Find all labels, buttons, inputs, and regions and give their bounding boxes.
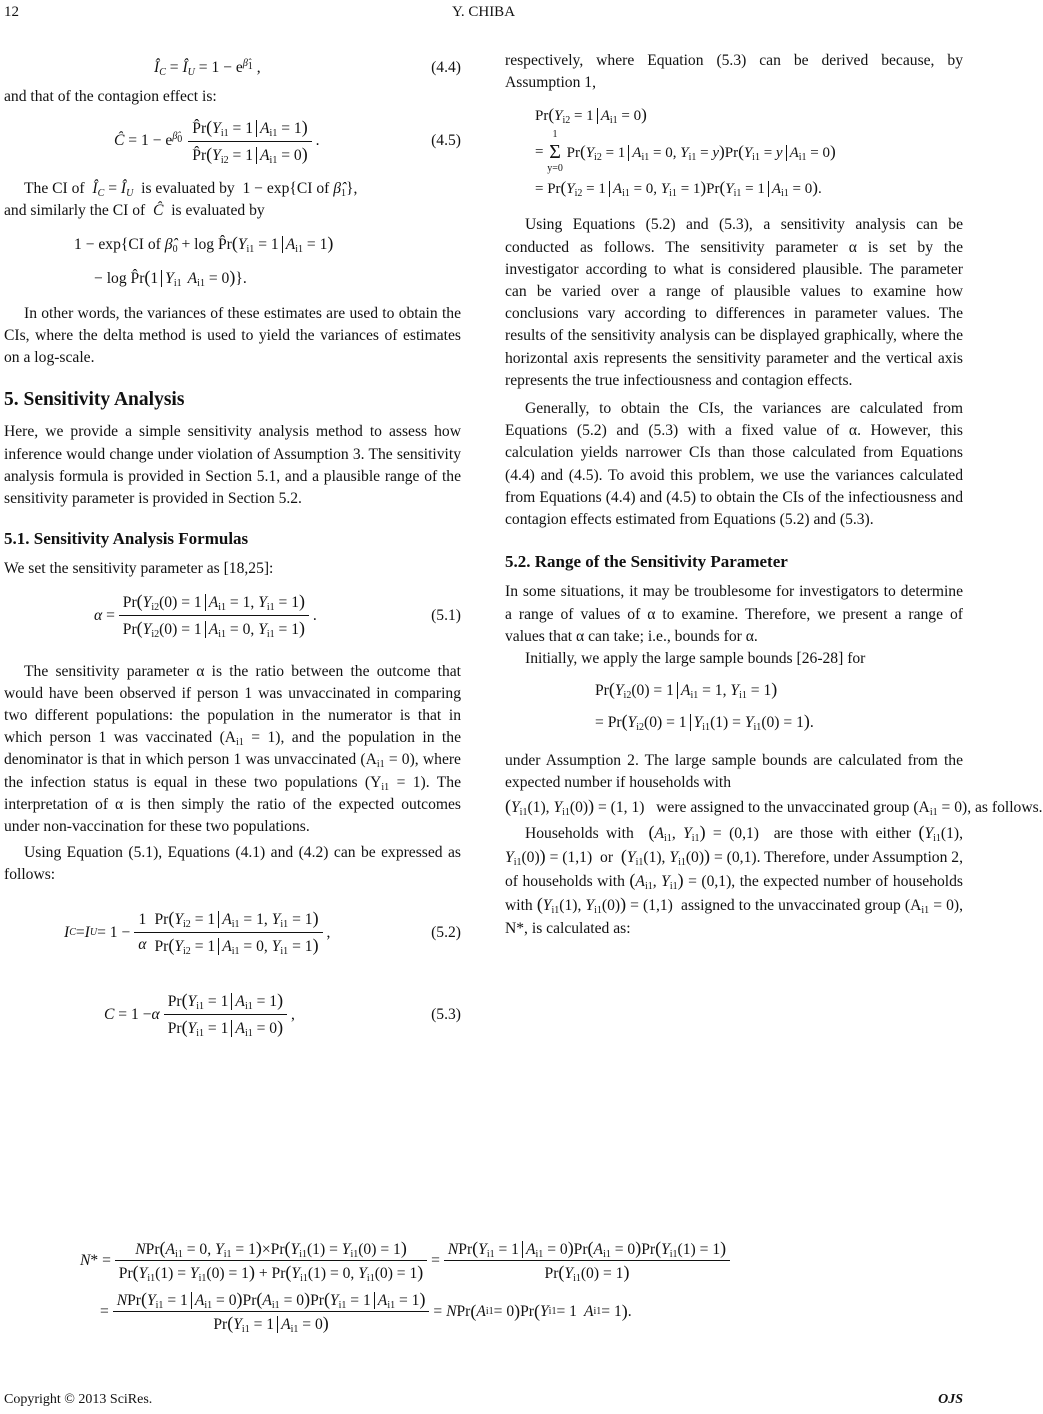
eq-number: (5.2) [431,923,461,941]
paragraph: respectively, where Equation (5.3) can be derived because, by Assumption 1, [505,52,963,92]
paragraph: In some situations, it may be troublesome for investigators to determine a range of values of α to examine. Therefore, we present a range of values that α can take; i.e., bounds for α. [505,583,963,645]
copyright-notice: Copyright © 2013 SciRes. [4,1392,153,1407]
eq-number: (4.5) [431,132,461,150]
running-author: Y. CHIBA [451,4,516,20]
paragraph: Initially, we apply the large sample bounds [26-28] for [525,650,866,668]
paragraph: Generally, to obtain the CIs, the variances are calculated from Equations (5.2) and (5.3) with a fixed value of α. However, this calculation yields narrower CIs than those calculated from Equations (4.4) and (4.5). To avoid this problem, we use the variances calculated from Equations (4.4) and (4.5) to obtain the CIs of the infectiousness and contagion effects estimated from Equations (5.2) and (5.3). [505,400,963,529]
eq-number: (5.3) [431,1005,461,1023]
paragraph: In other words, the variances of these estimates are used to obtain the CIs, where the delta method is used to yield the variances of estimates on a log-scale. [4,304,461,367]
equation-n-star: N * = $\frac{NPr(A_{i1} = 0, Y_{i1} = 1)\times Pr(Y_{i1}(1) = Y_{i1}(0) = 1)}{Pr(Y_{i1}(1) = Y_{i1}(0) = 1) + Pr(Y_{i1}(1) = 0, Y_{i1}(0) = 1)}$ = $\frac{NPr(Y_{i1} = 1 A_{i1} = 0)Pr(A_{i1} = 0)Pr(Y_{i1}(1) = 1)}{Pr(Y_{i1}(0) = 1)}$ = $\frac{NPr(Y_{i1} = 1 A_{i1} = 0)Pr(A_{i1} = 0)Pr(Y_{i1} = 1 A_{i1} = 1)}{Pr(Y_{i1} = 1 A_{i1} = 0)}$ = N Pr ( A i1 = 0 ) Pr ( Y i1 = 1 A i1 = 1 ) . [0,1238,967,1334]
paragraph: under Assumption 2. The large sample bounds are calculated from the expected number if households with ($Y_{i1}(1)$, $Y_{i1}(0)) = (1$, 1) were assigned to the unvaccinated group $(A_{i1} = 0)$, as follows. [505,752,1043,818]
equation-assumption-1: $Pr(Y_{i2} = 1$ $A_{i1} = 0$) = 1 Σ y=0 $Pr(Y_{i2} = 1$ $A_{i1} = 0$, $Y_{i1} = y)Pr(Y_{i1} = y$ $A_{i1} = 0$) = $Pr(Y_{i2} = 1$ $A_{i1} = 0$, $Y_{i1} = 1)Pr(Y_{i1} = 1$ $A_{i1} = 0$). [535,105,836,200]
paragraph: and that of the contagion effect is: [4,88,217,105]
paragraph: Using Equations (5.2) and (5.3), a sensitivity analysis can be conducted as follows. The sensitivity parameter α is set by the investigator according to what is considered plausible. The parameter can be varied over a range of plausible values to examine how conclusions vary according to differences in parameter values. The results of the sensitivity analysis can be displayed graphically, where the horizontal axis represents the sensitivity parameter and the vertical axis represents the true infectiousness and contagion effects. [505,216,963,389]
paragraph: The sensitivity parameter α is the ratio between the outcome that would have been observed if person 1 was unvaccinated in comparing two different populations: the population in the numerator is that in which person 1 was vaccinated $(A_{i1} = 1)$, and the population in the denominator is that in which person 1 was unvaccinated $(A_{i1} = 0)$, where the infection status is equal in these two populations $(Y_{i1} = 1)$. The interpretation of α is then simply the ratio of the expected outcomes under non-vaccination for these two populations. [4,662,461,836]
paragraph: The CI of $Î_C$ = $Î_U$ is evaluated by 1 − exp{CI of $\betâ_1$}, [24,180,358,200]
subsection-heading: 5.1. Sensitivity Analysis Formulas [4,529,249,549]
right-column [505,50,1043,940]
journal-abbrev: OJS [938,1392,963,1407]
paragraph: Here, we provide a simple sensitivity analysis method to assess how inference would change under violation of Assumption 3. The sensitivity analysis formula is provided in Section 5.1, and a plausible range of the sensitivity parameter is provided in Section 5.2. [4,423,461,508]
equation-5-2: I C = I U = 1 − $\frac{1}{\alpha}$ $\frac{Pr(Y_{i2} = 1 A_{i1} = 1, Y_{i1} = 1)}{Pr(Y_{i2} = 1 A_{i1} = 0, Y_{i1} = 1)}$ , (5.2) [64,907,461,958]
paragraph: We set the sensitivity parameter as [18,25]: [4,560,274,578]
eq-number: (4.4) [431,59,461,76]
equation-bounds: $Pr(Y_{i2}(0) = 1$ $A_{i1} = 1$, $Y_{i1} = 1$) = $Pr(Y_{i2}(0) = 1$ $Y_{i1}(1) = Y_{i1}(0) = 1$). [595,679,814,734]
equation-5-3: C = 1 − α $\frac{Pr(Y_{i1} = 1 A_{i1} = 1)}{Pr(Y_{i1} = 1 A_{i1} = 0)}$ , (5.3) [104,989,461,1040]
page-header [0,4,967,26]
eq-number: (5.1) [431,606,461,624]
equation-4-4: $Î_C$ = $Î_U = 1 - e^{\betâ_1}$ , (4.4) [4,50,461,86]
section-heading: 5. Sensitivity Analysis [4,389,185,411]
paragraph: and similarly the CI of Ĉ is evaluated by [4,202,265,220]
equation-ci-contagion: 1 − exp{CI of $\betâ_0 + \log$ $P̂r(Y_{i1} = 1$ $A_{i1} = 1$) − log P̂r(1 $Y_{i1}$ $A_{i1} = 0$)}. [74,232,334,289]
equation-5-1: α = $\frac{Pr(Y_{i2}(0) = 1 A_{i1} = 1, Y_{i1} = 1)}{Pr(Y_{i2}(0) = 1 A_{i1} = 0, Y_{i1} = 1)}$ . (5.1) [94,590,461,641]
left-column [4,50,461,1055]
paragraph: Households with ($A_{i1}$, $Y_{i1}) = (0,1)$ are those with either ($Y_{i1}(1)$, $Y_{i1}(0)) = (1,1)$ or ($Y_{i1}(1)$, $Y_{i1}(0)) = (0,1)$. Therefore, under Assumption 2, of households with ($A_{i1}$, $Y_{i1}) = (0,1)$, the expected number of households with ($Y_{i1}(1)$, $Y_{i1}(0)) = (1,1)$ assigned to the unvaccinated group $(A_{i1} = 0)$, N*, is calculated as: [505,821,963,937]
equation-4-5: Ĉ = $1 - e^{\betâ_0}$ $\frac{P̂r(Y_{i1} = 1 A_{i1} = 1)}{P̂r(Y_{i2} = 1 A_{i1} = 0)}$ . (4.5) [114,116,461,166]
subsection-heading: 5.2. Range of the Sensitivity Parameter [505,552,788,572]
page-footer [4,1392,963,1408]
paragraph: Using Equation (5.1), Equations (4.1) and (4.2) can be expressed as follows: [4,844,461,884]
page-number: 12 [4,4,19,20]
